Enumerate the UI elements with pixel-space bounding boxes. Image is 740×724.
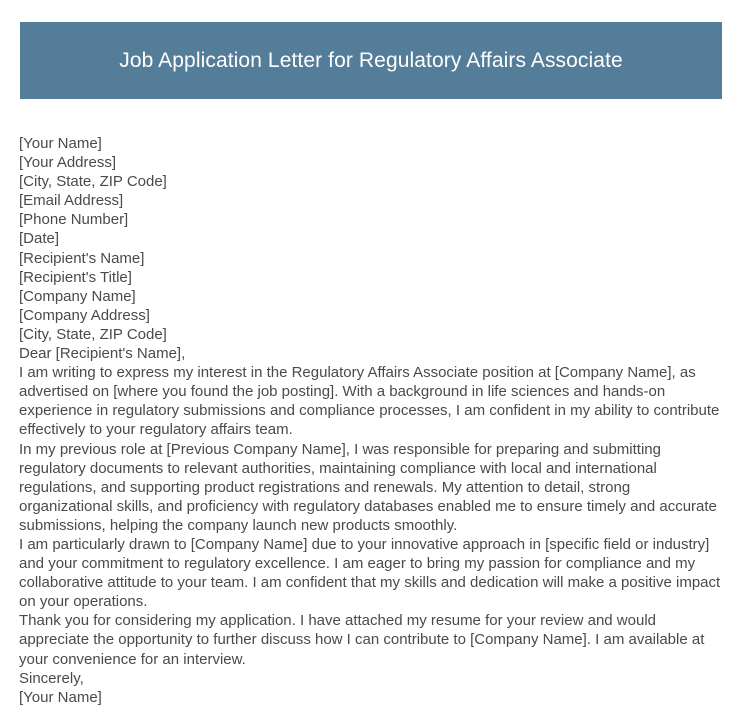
sender-address-line: [Your Address]: [19, 154, 117, 172]
letter-body: [19, 134, 723, 707]
signature-name-line: [Your Name]: [19, 688, 102, 706]
company-city-state-line: [City, State, ZIP Code]: [19, 325, 167, 343]
sender-city-state-line: [City, State, ZIP Code]: [19, 173, 167, 191]
sender-email-line: [Email Address]: [19, 192, 124, 210]
document-header-banner: [20, 22, 722, 99]
closing-line: Sincerely,: [19, 669, 84, 687]
salutation-line: Dear [Recipient's Name],: [19, 345, 186, 363]
body-paragraph-2: In my previous role at [Previous Company Name], I was responsible for preparing and submitting regulatory documents to relevant authorities, maintaining compliance with local and international regulations, and supporting product registrations and renewals. My attention to detail, strong organizational skills, and proficiency with regulatory databases enabled me to ensure timely and accurate submissions, helping the company launch new products smoothly.: [19, 440, 717, 534]
page-title: Job Application Letter for Regulatory Affairs Associate: [119, 48, 623, 72]
company-address-line: [Company Address]: [19, 306, 150, 324]
sender-phone-line: [Phone Number]: [19, 211, 129, 229]
body-paragraph-4: Thank you for considering my application. I have attached my resume for your review and would appreciate the opportunity to further discuss how I can contribute to [Company Name]. I am available at your convenience for an interview.: [19, 612, 705, 668]
sender-name-line: [Your Name]: [19, 135, 102, 152]
company-name-line: [Company Name]: [19, 287, 136, 305]
recipient-name-line: [Recipient's Name]: [19, 249, 145, 267]
body-paragraph-1: I am writing to express my interest in the Regulatory Affairs Associate position at [Company Name], as advertised on [where you found the job posting]. With a background in life sciences and hands-on experience in regulatory submissions and compliance processes, I am confident in my ability to contribute effectively to your regulatory affairs team.: [19, 364, 720, 439]
recipient-title-line: [Recipient's Title]: [19, 268, 132, 286]
body-paragraph-3: I am particularly drawn to [Company Name] due to your innovative approach in [specific field or industry] and your commitment to regulatory excellence. I am eager to bring my passion for compliance and my collaborative attitude to your team. I am confident that my skills and dedication will make a positive impact on your operations.: [19, 535, 721, 611]
date-line: [Date]: [19, 230, 60, 248]
